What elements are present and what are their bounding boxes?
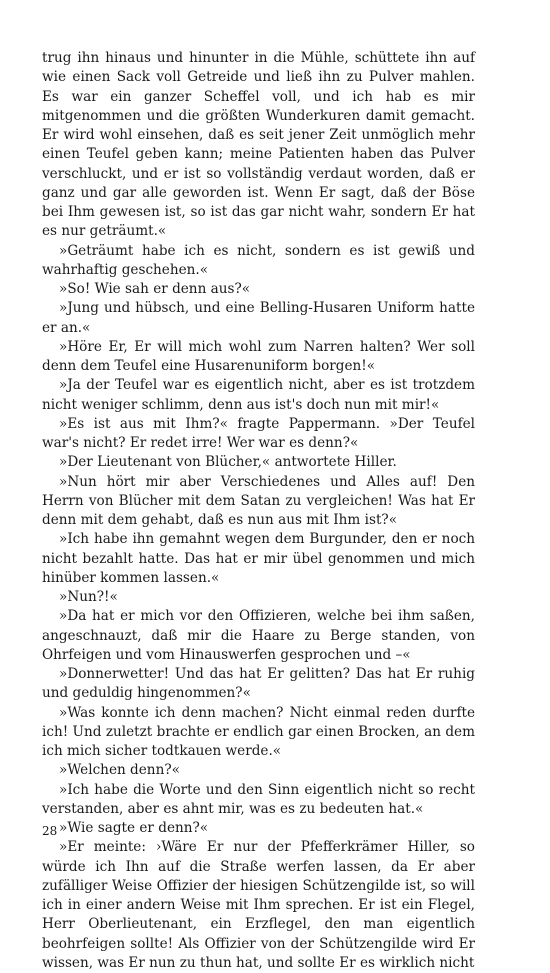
paragraph: »Nun hört mir aber Verschiedenes und Alles auf! Den Herrn von Blücher mit dem Satan zu vergleichen! Was hat Er denn mit dem gehabt, daß es nun aus mit Ihm ist?« (42, 473, 475, 528)
paragraph: »Ja der Teufel war es eigentlich nicht, aber es ist trotzdem nicht weniger schlimm, denn aus ist's doch nun mit mir!« (42, 377, 475, 413)
paragraph: »Was konnte ich denn machen? Nicht einmal reden durfte ich! Und zuletzt brachte er endlich gar einen Brocken, an dem ich mich sicher todtkauen werde.« (42, 704, 475, 759)
body-text (42, 49, 475, 973)
paragraph: »Ich habe ihn gemahnt wegen dem Burgunder, den er noch nicht bezahlt hatte. Das hat er mir übel genommen und mich hinüber kommen lassen.« (42, 531, 475, 586)
paragraph: »Nun?!« (59, 589, 118, 605)
paragraph: trug ihn hinaus und hinunter in die Mühle, schüttete ihn auf wie einen Sack voll Getreide und ließ ihn zu Pulver mahlen. Es war ein ganzer Scheffel voll, und ich hab es mir mitgenommen und die größten Wunderkuren damit gemacht. Er wird wohl einsehen, daß es seit jener Zeit unmöglich mehr einen Teufel geben kann; meine Patienten haben das Pulver verschluckt, und er ist so vollständig verdaut worden, daß er ganz und gar alle geworden ist. Wenn Er sagt, daß der Böse bei Ihm gewesen ist, so ist das gar nicht wahr, sondern Er hat es nur geträumt.« (42, 50, 475, 240)
paragraph: »Welchen denn?« (59, 762, 180, 779)
paragraph: »Geträumt habe ich es nicht, sondern es ist gewiß und wahrhaftig geschehen.« (42, 242, 475, 278)
paragraph: »Er meinte: ›Wäre Er nur der Pfefferkrämer Hiller, so würde ich Ihn auf die Straße werfen lassen, da Er aber zufälliger Weise Offizier der hiesigen Schützengilde ist, so will ich in einer andern Weise mit Ihm sprechen. Er ist ein Flegel, Herr Oberlieutenant, ein Erzflegel, den man eigentlich beohrfeigen sollte! Als Offizier von der Schützengilde wird Er wissen, was Er nun zu thun hat, und sollte Er es wirklich nicht (42, 839, 475, 971)
paragraph: »Ich habe die Worte und den Sinn eigentlich nicht so recht verstanden, aber es ahnt mir, was es zu bedeuten hat.« (42, 781, 475, 817)
paragraph: »Jung und hübsch, und eine Belling-Husaren Uniform hatte er an.« (42, 300, 475, 336)
paragraph: »Es ist aus mit Ihm?« fragte Pappermann. »Der Teufel war's nicht? Er redet irre! Wer war es denn?« (42, 415, 475, 451)
paragraph: »Der Lieutenant von Blücher,« antwortete Hiller. (59, 454, 397, 471)
paragraph: »Donnerwetter! Und das hat Er gelitten? Das hat Er ruhig und geduldig hingenommen?« (42, 666, 475, 702)
paragraph: »Da hat er mich vor den Offizieren, welche bei ihm saßen, angeschnauzt, daß mir die Haare zu Berge standen, von Ohrfeigen und vom Hinauswerfen gesprochen und –« (42, 608, 475, 663)
paragraph: »So! Wie sah er denn aus?« (59, 281, 251, 297)
page-number: 28 (42, 824, 58, 838)
paragraph: »Höre Er, Er will mich wohl zum Narren halten? Wer soll denn dem Teufel eine Husarenuniform borgen!« (42, 338, 475, 374)
paragraph: »Wie sagte er denn?« (59, 820, 209, 836)
